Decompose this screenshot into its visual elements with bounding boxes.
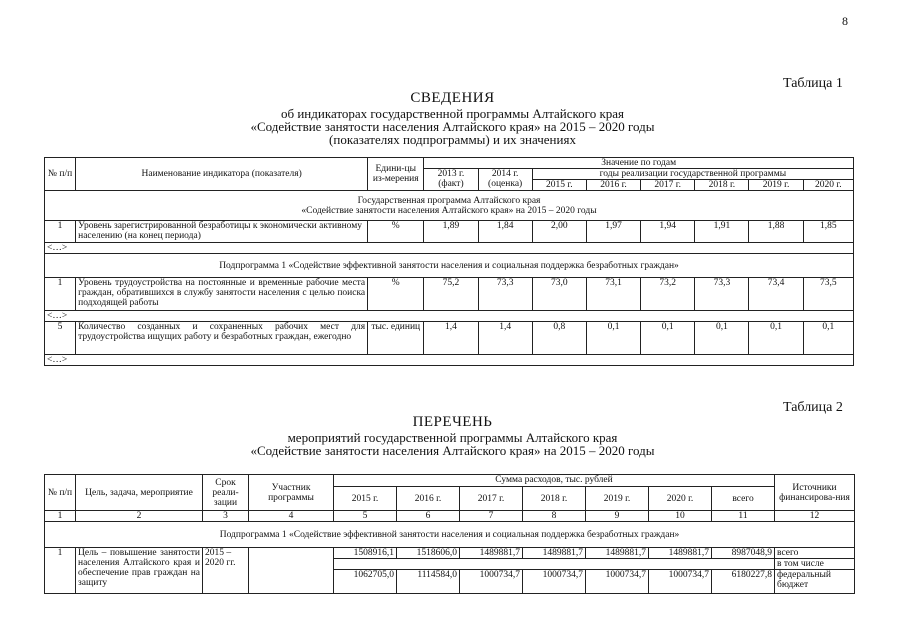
row3-value: 0,1 (641, 322, 695, 355)
row1-value: 1,84 (478, 221, 532, 243)
ellipsis-row: <…> (45, 311, 854, 322)
header-values-by-year: Значение по годам (424, 158, 854, 169)
header-term: Срок реали-зации (203, 475, 249, 511)
row3-value: 1,4 (424, 322, 478, 355)
section-subprogram-1: Подпрограмма 1 «Содействие эффективной занятости населения и социальная поддержка безработных граждан» (45, 254, 854, 278)
row2-value: 73,3 (695, 278, 749, 311)
row1-total-value: 1508916,1 (334, 548, 397, 559)
row1-federal-value: 1000734,7 (523, 570, 586, 594)
row1-value: 1,97 (586, 221, 640, 243)
row3-value: 0,1 (586, 322, 640, 355)
table2-title: ПЕРЕЧЕНЬ (412, 414, 493, 430)
row1-goal: Цель – повышение занятости населения Алтайского края и обеспечение прав граждан на защиту (76, 548, 203, 594)
column-number: 12 (775, 511, 855, 522)
row1-value: 1,91 (695, 221, 749, 243)
measures-table (44, 474, 855, 594)
row1-federal-value: 1062705,0 (334, 570, 397, 594)
row1-value: 1,85 (803, 221, 853, 243)
table2-subtitle-1: мероприятий государственной программы Алтайского края (287, 430, 618, 445)
row2-value: 75,2 (424, 278, 478, 311)
row1-total-value: 1489881,7 (523, 548, 586, 559)
ellipsis-row: <…> (45, 355, 854, 366)
row3-name: Количество созданных и сохраненных рабочих мест для трудоустройства ищущих работу и безработных граждан, ежегодно (76, 322, 368, 355)
row1-unit: % (368, 221, 424, 243)
row1-num: 1 (45, 548, 76, 594)
header-participant: Участник программы (249, 475, 334, 511)
ellipsis-row: <…> (45, 243, 854, 254)
column-number: 10 (649, 511, 712, 522)
row3-value: 1,4 (478, 322, 532, 355)
page-number: 8 (842, 14, 848, 28)
column-number: 5 (334, 511, 397, 522)
row2-num: 1 (45, 278, 76, 311)
table-row (45, 221, 854, 243)
header-num: № п/п (45, 475, 76, 511)
table2-subtitle-2: «Содействие занятости населения Алтайского края» на 2015 – 2020 годы (250, 443, 655, 458)
header-num: № п/п (45, 158, 76, 191)
row1-name: Уровень зарегистрированной безработицы к экономически активному населению (на конец периода) (76, 221, 368, 243)
table1-heading (0, 90, 905, 146)
row1-term: 2015 – 2020 гг. (203, 548, 249, 594)
row1-num: 1 (45, 221, 76, 243)
row1-source-total: всего (775, 548, 855, 559)
section-state-program-line2: «Содействие занятости населения Алтайского края» на 2015 – 2020 годы (301, 205, 597, 216)
header-sum: Сумма расходов, тыс. рублей (334, 475, 775, 487)
row3-value: 0,1 (749, 322, 803, 355)
section-state-program-line1: Государственная программа Алтайского края (357, 195, 541, 206)
header-unit: Едини-цы из-мерения (368, 158, 424, 191)
table-row (45, 322, 854, 355)
row1-value: 2,00 (532, 221, 586, 243)
row2-value: 73,1 (586, 278, 640, 311)
row1-total-value: 1489881,7 (460, 548, 523, 559)
row2-value: 73,2 (641, 278, 695, 311)
header-year-2019: 2019 г. (586, 487, 649, 511)
header-year-2020: 2020 г. (649, 487, 712, 511)
row1-total-value: 8987048,9 (712, 548, 775, 559)
row1-federal-value: 1114584,0 (397, 570, 460, 594)
row1-empty-band (334, 559, 775, 570)
row1-value: 1,94 (641, 221, 695, 243)
header-year-2015: 2015 г. (532, 180, 586, 191)
column-number: 2 (76, 511, 203, 522)
header-realization-years: годы реализации государственной программы (532, 169, 853, 180)
column-number: 6 (397, 511, 460, 522)
header-year-2020: 2020 г. (803, 180, 853, 191)
row1-participant (249, 548, 334, 594)
row1-source-federal: федеральный бюджет (775, 570, 855, 594)
row2-value: 73,5 (803, 278, 853, 311)
table-row (45, 548, 855, 559)
column-number: 3 (203, 511, 249, 522)
table-row (45, 278, 854, 311)
section-subprogram-1: Подпрограмма 1 «Содействие эффективной занятости населения и социальная поддержка безработных граждан» (45, 522, 855, 548)
row1-total-value: 1489881,7 (586, 548, 649, 559)
row2-unit: % (368, 278, 424, 311)
column-number: 7 (460, 511, 523, 522)
row1-value: 1,89 (424, 221, 478, 243)
table1-subtitle-3: (показателях подпрограммы) и их значениях (329, 132, 576, 147)
header-sources: Источники финансирова-ния (775, 475, 855, 511)
header-year-2016: 2016 г. (397, 487, 460, 511)
header-year-2017: 2017 г. (460, 487, 523, 511)
column-number: 11 (712, 511, 775, 522)
row1-federal-value: 6180227,8 (712, 570, 775, 594)
header-2013: 2013 г. (факт) (424, 169, 478, 191)
column-number: 8 (523, 511, 586, 522)
row1-federal-value: 1000734,7 (460, 570, 523, 594)
row3-value: 0,1 (695, 322, 749, 355)
table2-label: Таблица 2 (783, 400, 843, 415)
column-number: 1 (45, 511, 76, 522)
section-state-program (45, 191, 854, 221)
header-name: Наименование индикатора (показателя) (76, 158, 368, 191)
row3-value: 0,8 (532, 322, 586, 355)
row3-unit: тыс. единиц (368, 322, 424, 355)
column-number: 4 (249, 511, 334, 522)
row2-name: Уровень трудоустройства на постоянные и временные рабочие места граждан, обратившихся в службу занятости населения с целью поиска подходящей работы (76, 278, 368, 311)
header-year-2015: 2015 г. (334, 487, 397, 511)
header-year-2018: 2018 г. (695, 180, 749, 191)
header-year-2016: 2016 г. (586, 180, 640, 191)
row3-num: 5 (45, 322, 76, 355)
row1-value: 1,88 (749, 221, 803, 243)
table2-heading (0, 414, 905, 457)
row1-federal-value: 1000734,7 (649, 570, 712, 594)
table1-title: СВЕДЕНИЯ (410, 90, 495, 106)
row1-total-value: 1518606,0 (397, 548, 460, 559)
header-total: всего (712, 487, 775, 511)
row2-value: 73,3 (478, 278, 532, 311)
header-year-2017: 2017 г. (641, 180, 695, 191)
row3-value: 0,1 (803, 322, 853, 355)
row2-value: 73,0 (532, 278, 586, 311)
row1-federal-value: 1000734,7 (586, 570, 649, 594)
row2-value: 73,4 (749, 278, 803, 311)
indicators-table (44, 157, 854, 366)
header-year-2019: 2019 г. (749, 180, 803, 191)
header-year-2018: 2018 г. (523, 487, 586, 511)
row1-total-value: 1489881,7 (649, 548, 712, 559)
header-goal: Цель, задача, мероприятие (76, 475, 203, 511)
table1-label: Таблица 1 (783, 76, 843, 91)
table1-subtitle-2: «Содействие занятости населения Алтайского края» на 2015 – 2020 годы (250, 119, 655, 134)
header-2014: 2014 г. (оценка) (478, 169, 532, 191)
row1-in-that: в том числе (775, 559, 855, 570)
table1-subtitle-1: об индикаторах государственной программы Алтайского края (280, 106, 625, 121)
column-number: 9 (586, 511, 649, 522)
